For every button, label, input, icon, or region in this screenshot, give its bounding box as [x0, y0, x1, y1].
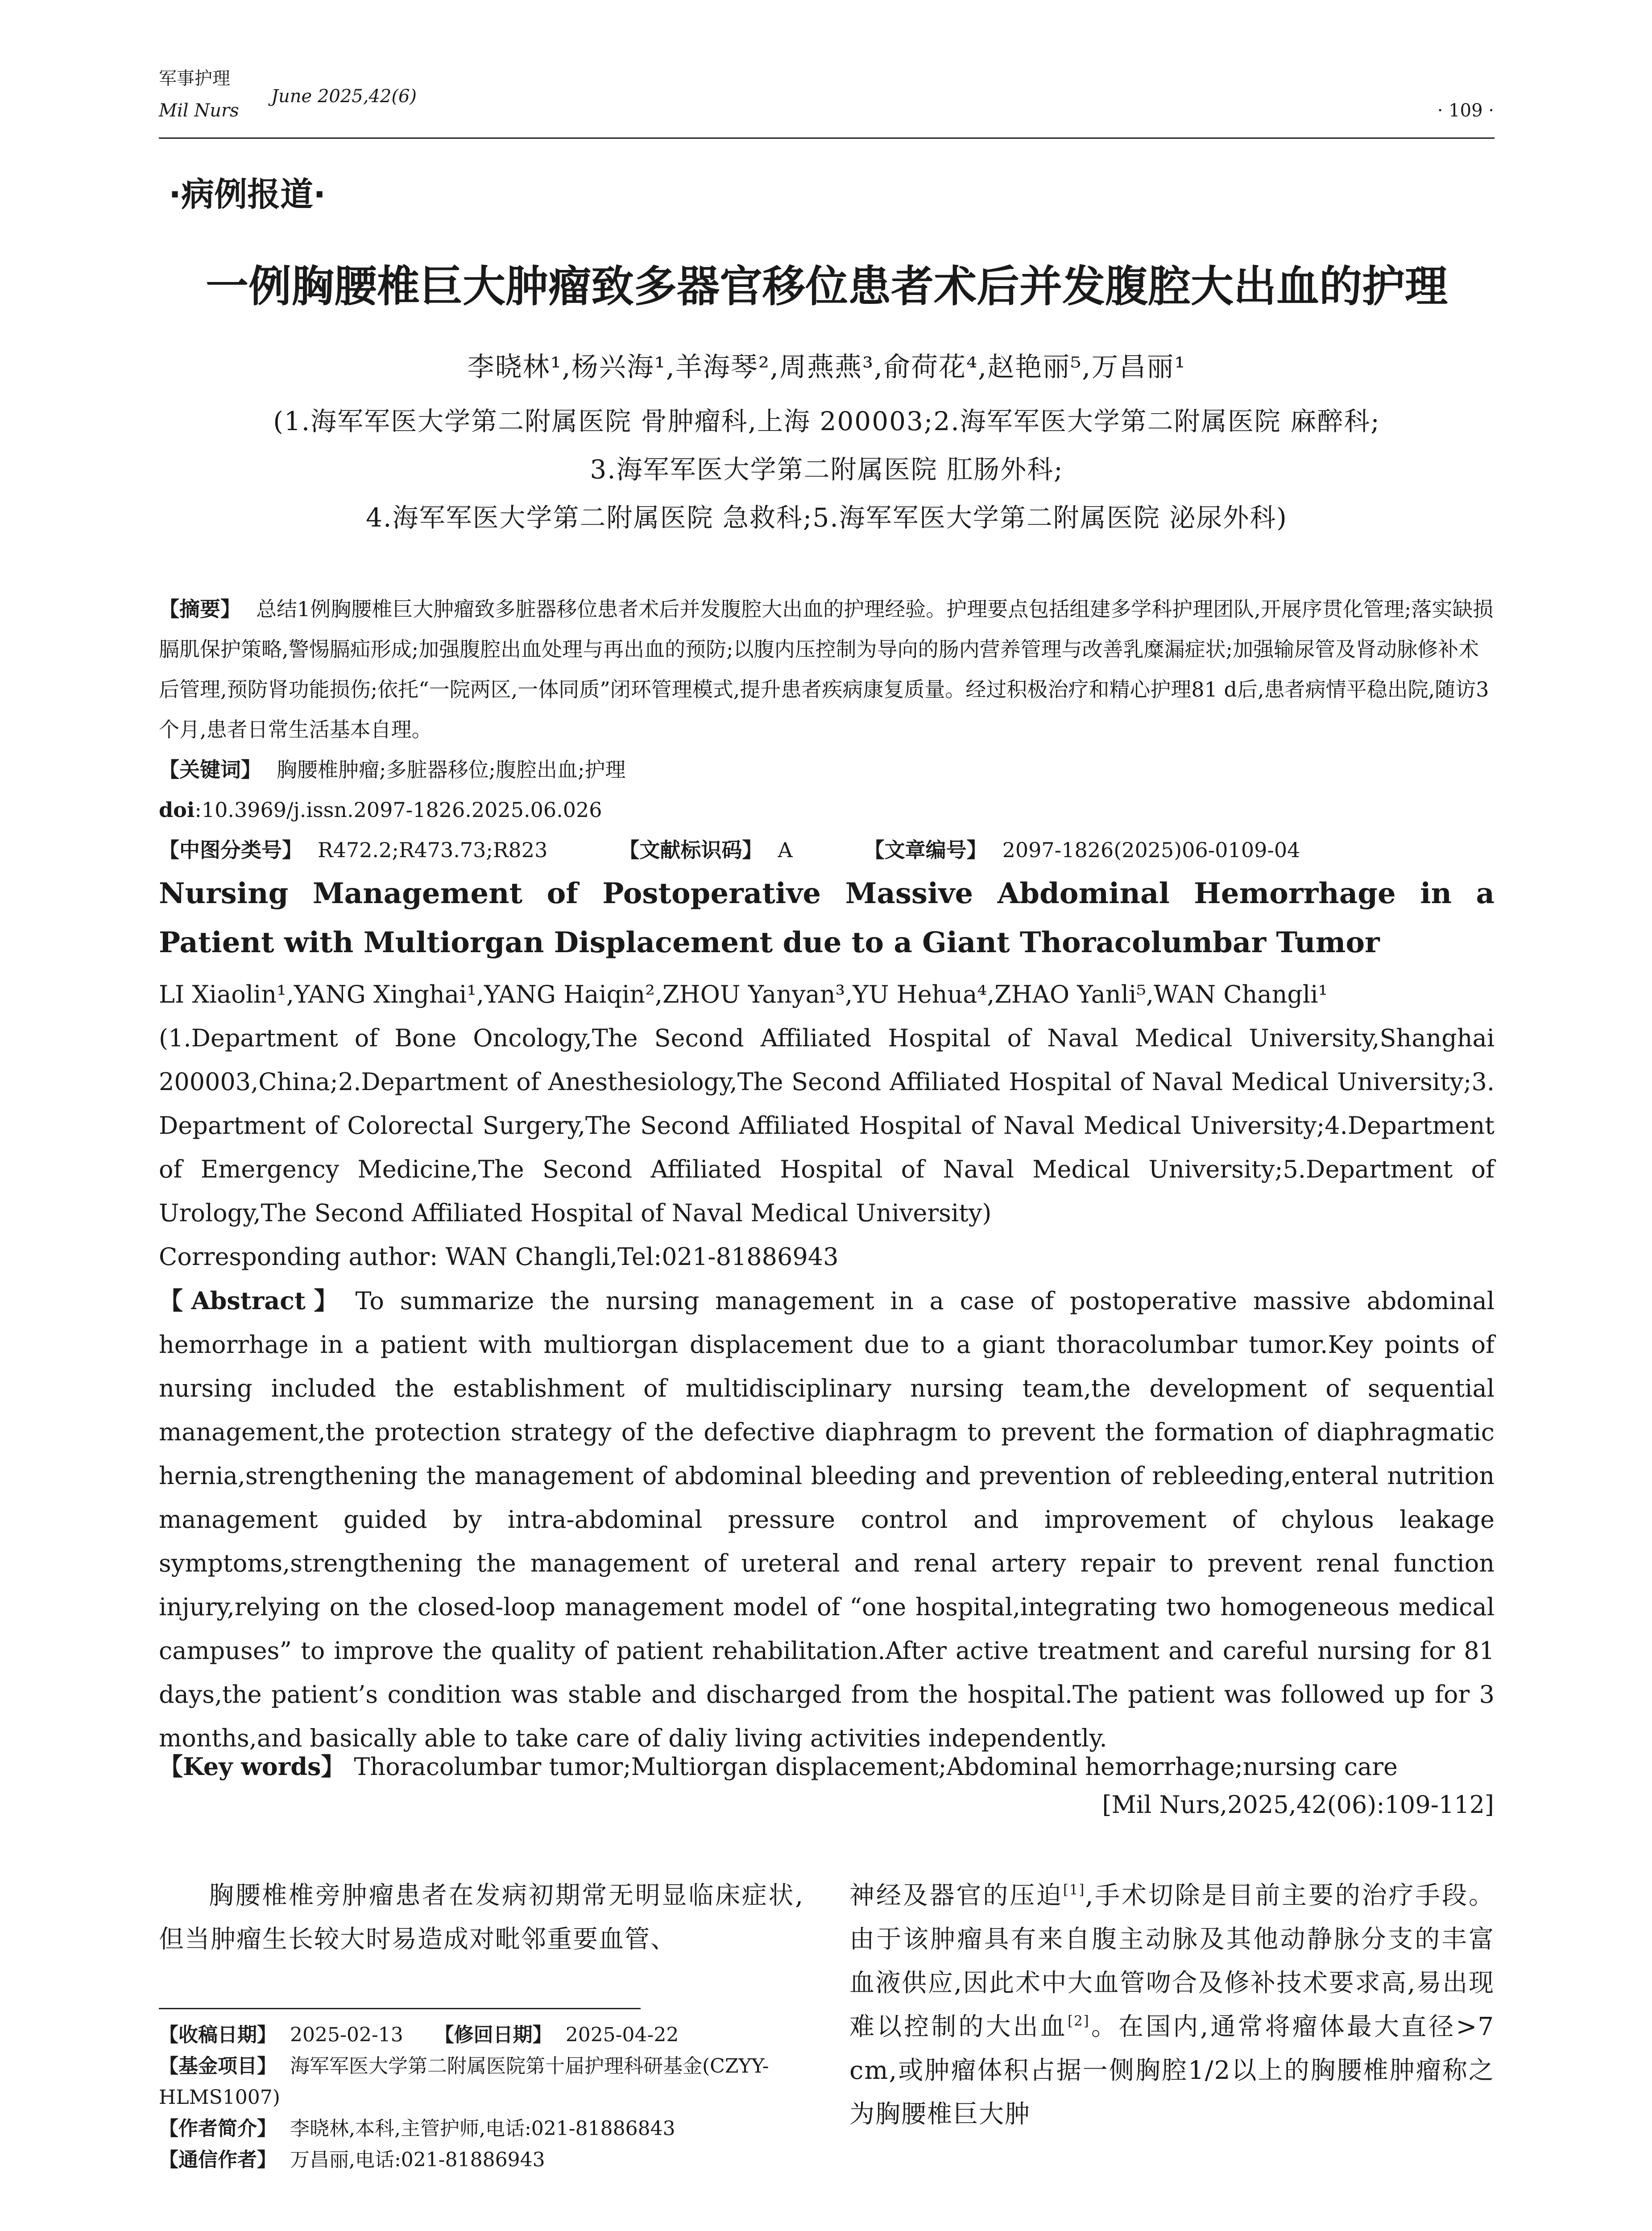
journal-name-cn: 军事护理	[159, 68, 230, 89]
doc-code-label: 【文献标识码】	[619, 838, 763, 862]
footnote-corresponding	[159, 2144, 804, 2176]
keywords-en	[159, 1745, 1495, 1789]
issue-date: June 2025,42(6)	[271, 86, 417, 107]
fund-text: 海军军医大学第二附属医院第十届护理科研基金(CZYY-HLMS1007)	[159, 2055, 769, 2109]
clc-label: 【中图分类号】	[159, 838, 302, 862]
abstract-en-label: 【Abstract】	[159, 1286, 347, 1315]
authors-en: LI Xiaolin¹,YANG Xinghai¹,YANG Haiqin²,ZHOU Yanyan³,YU Hehua⁴,ZHAO Yanli⁵,WAN Changli¹	[159, 980, 1328, 1008]
keywords-cn-text: 胸腰椎肿瘤;多脏器移位;腹腔出血;护理	[277, 758, 626, 782]
abstract-cn-text: 总结1例胸腰椎巨大肿瘤致多脏器移位患者术后并发腹腔大出血的护理经验。护理要点包括组建多学科护理团队,开展序贯化管理;落实缺损膈肌保护策略,警惕膈疝形成;加强腹腔出血处理与再出血的预防;以腹内压控制为导向的肠内营养管理与改善乳糜漏症状;加强输尿管及肾动脉修补术后管理,预防肾功能损伤;依托“一院两区,一体同质”闭环管理模式,提升患者疾病康复质量。经过积极治疗和精心护理81 d后,患者病情平稳出院,随访3个月,患者日常生活基本自理。	[159, 597, 1494, 742]
received-label: 【收稿日期】	[159, 2024, 277, 2046]
revised-label: 【修回日期】	[434, 2024, 552, 2046]
abstract-en	[159, 1279, 1495, 1760]
body-left-text: 胸腰椎椎旁肿瘤患者在发病初期常无明显临床症状,但当肿瘤生长较大时易造成对毗邻重要血管、	[159, 1881, 804, 1954]
doi-value: :10.3969/j.issn.2097-1826.2025.06.026	[195, 798, 602, 822]
body-right-text-2: ,手术切除是目前主要的治疗手段。由于该肿瘤具有来自腹主动脉及其他动静脉分支的丰富血液供应,因此术中大血管吻合及修补技术要求高,易出现难以控制的大出血	[849, 1881, 1495, 2041]
footnote-dates	[159, 2020, 804, 2051]
affiliations-cn: (1.海军军医大学第二附属医院 骨肿瘤科,上海 200003;2.海军军医大学第二附属医院 麻醉科; 3.海军军医大学第二附属医院 肛肠外科; 4.海军军医大学第二附属医院 急救科;5.海军军医大学第二附属医院 泌尿外科)	[273, 406, 1380, 533]
footnote-author	[159, 2113, 804, 2144]
keywords-cn-label: 【关键词】	[159, 758, 261, 782]
footnote-fund	[159, 2051, 804, 2113]
citation-line: [Mil Nurs,2025,42(06):109-112]	[1102, 1791, 1494, 1819]
corresponding-author-en: Corresponding author: WAN Changli,Tel:021-81886943	[159, 1243, 839, 1271]
page-number: · 109 ·	[1437, 100, 1494, 121]
revised-date: 2025-04-22	[565, 2024, 679, 2046]
received-date: 2025-02-13	[290, 2024, 403, 2046]
body-right-text-3: 。在国内,通常将瘤体最大直径>7 cm,或肿瘤体积占据一侧胸腔1/2以上的胸腰椎肿瘤称之为胸腰椎巨大肿	[849, 2012, 1495, 2129]
article-title-cn: 一例胸腰椎巨大肿瘤致多器官移位患者术后并发腹腔大出血的护理	[206, 261, 1448, 311]
journal-name-en: Mil Nurs	[159, 100, 239, 121]
body-left-column	[159, 1874, 804, 1961]
abstract-en-text: To summarize the nursing management in a case of postoperative massive abdominal hemorrhage in a patient with multiorgan displacement due to a giant thoracolumbar tumor.Key points of nursing included the establishment of multidisciplinary nursing team,the development of sequential management,the protection strategy of the defective diaphragm to prevent the formation of diaphragmatic hernia,strengthening the management of abdominal bleeding and prevention of rebleeding,enteral nutrition management guided by intra-abdominal pressure control and improvement of chylous leakage symptoms,strengthening the management of ureteral and renal artery repair to prevent renal function injury,relying on the closed-loop management model of “one hospital,integrating two homogeneous medical campuses” to improve the quality of patient rehabilitation.After active treatment and careful nursing for 81 days,the patient’s condition was stable and discharged from the hospital.The patient was followed up for 3 months,and basically able to take care of daliy living activities independently.	[159, 1287, 1495, 1752]
doi-line	[159, 790, 1495, 830]
keywords-cn	[159, 750, 1495, 790]
reference-1: [1]	[1063, 1882, 1085, 1898]
article-number-label: 【文章编号】	[864, 838, 987, 862]
article-title-en: Nursing Management of Postoperative Massive Abdominal Hemorrhage in a Patient with Multiorgan Displacement due to a Giant Thoracolumbar Tumor	[159, 877, 1495, 959]
footnote-rule	[159, 2008, 641, 2009]
authors-cn: 李晓林¹,杨兴海¹,羊海琴²,周燕燕³,俞荷花⁴,赵艳丽⁵,万昌丽¹	[467, 352, 1186, 383]
abstract-cn-label: 【摘要】	[159, 597, 241, 621]
reference-2: [2]	[1068, 2013, 1090, 2029]
doc-code-value: A	[778, 838, 793, 862]
abstract-cn	[159, 589, 1495, 750]
article-number-value: 2097-1826(2025)06-0109-04	[1002, 838, 1300, 862]
classification-line	[159, 830, 1495, 870]
fund-label: 【基金项目】	[159, 2055, 277, 2078]
footnotes	[159, 2020, 804, 2176]
keywords-en-text: Thoracolumbar tumor;Multiorgan displacement;Abdominal hemorrhage;nursing care	[354, 1753, 1398, 1781]
affiliations-en: (1.Department of Bone Oncology,The Second Affiliated Hospital of Naval Medical University,Shanghai 200003,China;2.Department of Anesthesiology,The Second Affiliated Hospital of Naval Medical University;3. Department of Colorectal Surgery,The Second Affiliated Hospital of Naval Medical University;4.Department of Emergency Medicine,The Second Affiliated Hospital of Naval Medical University;5.Department of Urology,The Second Affiliated Hospital of Naval Medical University)	[159, 1024, 1495, 1227]
clc-value: R472.2;R473.73;R823	[318, 838, 548, 862]
body-right-text-1: 神经及器官的压迫	[849, 1881, 1063, 1910]
section-label: ·病例报道·	[169, 175, 326, 214]
author-bio-text: 李晓林,本科,主管护师,电话:021-81886843	[290, 2117, 675, 2140]
doi-label: doi	[159, 798, 195, 822]
body-right-column	[849, 1874, 1495, 2136]
corresponding-label: 【通信作者】	[159, 2148, 277, 2171]
corresponding-text: 万昌丽,电话:021-81886943	[290, 2148, 545, 2171]
keywords-en-label: 【Key words】	[159, 1752, 345, 1781]
author-bio-label: 【作者简介】	[159, 2117, 277, 2140]
header-rule	[159, 137, 1495, 139]
